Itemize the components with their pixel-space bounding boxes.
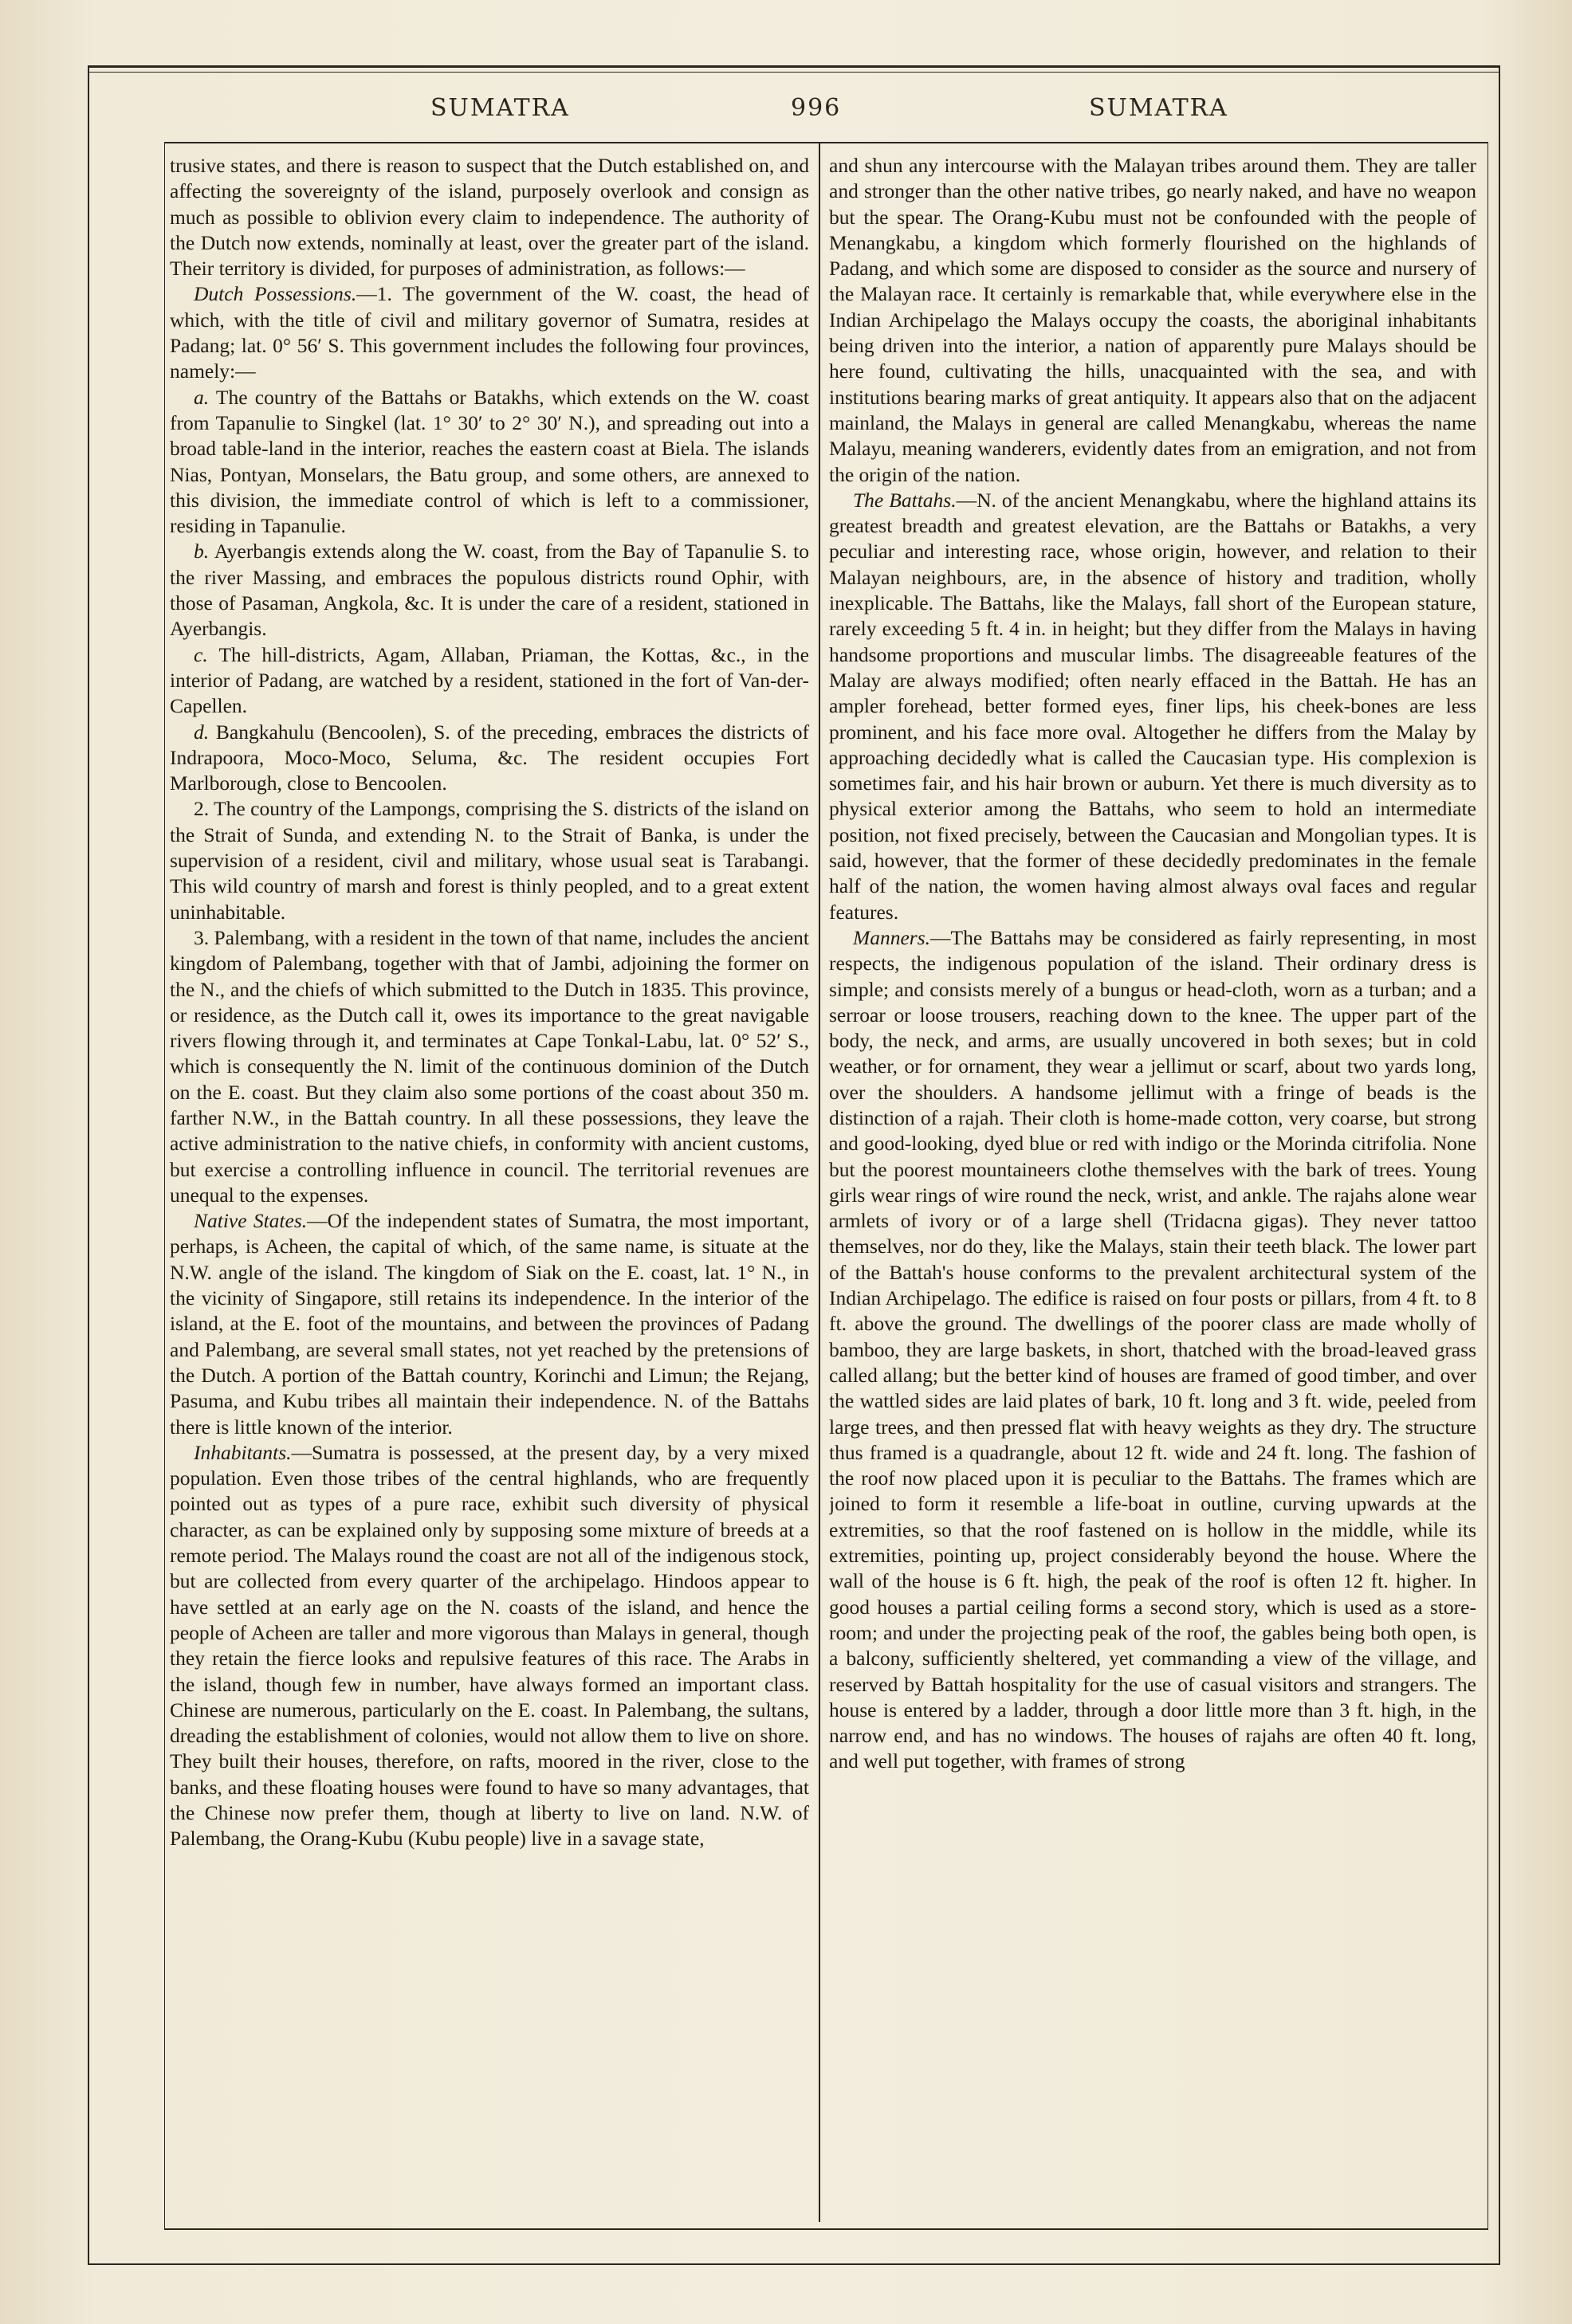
paragraph: [829, 488, 1476, 925]
paragraph-text: Bangkahulu (Bencoolen), S. of the preceding, embraces the districts of Indrapoora, Moco-Moco, Seluma, &c. The resident occupies Fort Marlborough, close to Bencoolen.: [170, 720, 809, 795]
paragraph-text: and shun any intercourse with the Malayan tribes around them. They are taller and stronger than the other native tribes, go nearly naked, and have no weapon but the spear. The Orang-Kubu must not be confounded with the people of Menangkabu, a kingdom which formerly flourished on the highlands of Padang, and which some are disposed to consider as the source and nursery of the Malayan race. It certainly is remarkable that, while everywhere else in the Indian Archipelago the Malays occupy the coasts, the aboriginal inhabitants being driven into the interior, a nation of apparently pure Malays should be here found, cultivating the hills, unacquainted with the sea, and with institutions bearing marks of great antiquity. It appears also that on the adjacent mainland, the Malays in general are called Menangkabu, whereas the name Malayu, meaning wanderers, evidently dates from an emigration, and not from the origin of the nation.: [829, 154, 1476, 486]
paragraph-text: —1. The government of the W. coast, the head of which, with the title of civil and military governor of Sumatra, resides at Padang; lat. 0° 56′ S. This government includes the following four provinces, namely:—: [170, 282, 809, 383]
frame-left-rule: [88, 65, 89, 2265]
paragraph-text: —The Battahs may be considered as fairly representing, in most respects, the indigenous population of the island. Their ordinary dress is simple; and consists merely of a bungus or head-cloth, worn as a turban; and a serroar or loose trousers, reaching down to the knee. The upper part of the body, the neck, and arms, are usually uncovered in both sexes; but in cold weather, or for ornament, they wear a jellimut or scarf, about two yards long, over the shoulders. A handsome jellimut with a fringe of beads is the distinction of a rajah. Their cloth is home-made cotton, very coarse, but strong and good-looking, dyed blue or red with indigo or the Morinda citrifolia. None but the poorest mountaineers clothe themselves with the bark of trees. Young girls wear rings of wire round the neck, wrist, and ankle. The rajahs alone wear armlets of ivory or of a large shell (Tridacna gigas). They never tattoo themselves, nor do they, like the Malays, stain their teeth black. The lower part of the Battah's house conforms to the prevalent architectural system of the Indian Archipelago. The edifice is raised on four posts or pillars, from 4 ft. to 8 ft. above the ground. The dwellings of the poorer class are made wholly of bamboo, they are large baskets, in short, thatched with the broad-leaved grass called allang; but the better kind of houses are framed of good timber, and over the wattled sides are laid plates of bark, 10 ft. long and 3 ft. wide, peeled from large trees, and then pressed flat with heavy weights as they dry. The structure thus framed is a quadrangle, about 12 ft. wide and 24 ft. long. The fashion of the roof now placed upon it is peculiar to the Battahs. The frames which are joined to form it resemble a life-boat in outline, curving upwards at the extremities, so that the roof fastened on is hollow in the middle, while its extremities, pointing up, project considerably beyond the house. Where the wall of the house is 6 ft. high, the peak of the roof is often 12 ft. higher. In good houses a partial ceiling forms a second story, which is used as a store-room; and under the projecting peak of the roof, the gables being both open, is a balcony, sufficiently sheltered, yet commanding a view of the village, and reserved by Battah hospitality for the use of casual visitors and strangers. The house is entered by a ladder, through a door little more than 3 ft. high, in the narrow end, and has no windows. The houses of rajahs are often 40 ft. long, and well put together, with frames of strong: [829, 925, 1476, 1773]
paragraph-lead: Manners.: [853, 925, 931, 949]
paragraph-text: trusive states, and there is reason to suspect that the Dutch established on, and affecting the sovereignty of the island, purposely overlook and consign as much as possible to oblivion every claim to independence. The authority of the Dutch now extends, nominally at least, over the greater part of the island. Their territory is divided, for purposes of administration, as follows:—: [170, 154, 809, 281]
paragraph: [170, 796, 809, 924]
paragraph-lead: c.: [194, 642, 208, 666]
frame-top-rule: [88, 65, 1500, 68]
paragraph: [170, 720, 809, 797]
frame-right-rule: [1499, 65, 1500, 2265]
paragraph-text: 2. The country of the Lampongs, comprising the S. districts of the island on the Strait of Sunda, and extending N. to the Strait of Banka, is under the supervision of a resident, civil and military, whose usual seat is Tarabangi. This wild country of marsh and forest is thinly peopled, and to a great extent uninhabitable.: [170, 797, 809, 924]
right-text-column: [829, 153, 1476, 2233]
frame-top-rule-thin: [88, 72, 1500, 73]
frame-bottom-rule: [88, 2263, 1500, 2265]
paragraph-lead: d.: [194, 720, 210, 744]
paragraph: [170, 281, 809, 384]
paragraph: [829, 153, 1476, 488]
running-title-left: SUMATRA: [430, 94, 570, 122]
paragraph-lead: Dutch Possessions.: [194, 282, 357, 306]
column-divider: [819, 143, 820, 2222]
running-title-right: SUMATRA: [1089, 94, 1228, 122]
paragraph-lead: b.: [194, 540, 210, 563]
page-number: 996: [791, 94, 842, 122]
paragraph-text: —Sumatra is possessed, at the present day, by a very mixed population. Even those tribes of the central highlands, who are frequently pointed out as types of a pure race, exhibit such diversity of physical character, as can be explained only by supposing some mixture of breeds at a remote period. The Malays round the coast are not all of the indigenous stock, but are collected from every quarter of the archipelago. Hindoos appear to have settled at an early age on the N. coasts of the island, and hence the people of Acheen are taller and more vigorous than Malays in general, though they retain the fierce looks and repulsive features of this race. The Arabs in the island, though few in number, have always formed an important class. Chinese are numerous, particularly on the E. coast. In Palembang, the sultans, dreading the establishment of colonies, would not allow them to live on shore. They built their houses, therefore, on rafts, moored in the river, close to the banks, and these floating houses were found to have so many advantages, that the Chinese now prefer them, though at liberty to live on land. N.W. of Palembang, the Orang-Kubu (Kubu people) live in a savage state,: [170, 1440, 809, 1851]
paragraph-lead: Native States.: [194, 1209, 308, 1233]
header-under-rule: [164, 142, 1488, 143]
paragraph-text: The hill-districts, Agam, Allaban, Priaman, the Kottas, &c., in the interior of Padang, are watched by a resident, stationed in the fort of Van-der-Capellen.: [170, 642, 809, 718]
paragraph-lead: The Battahs.: [853, 488, 957, 512]
paragraph: [829, 925, 1476, 1775]
paragraph-text: —Of the independent states of Sumatra, the most important, perhaps, is Acheen, the capital of which, of the same name, is situate at the N.W. angle of the island. The kingdom of Siak on the E. coast, lat. 1° N., in the vicinity of Singapore, still retains its independence. In the interior of the island, at the E. foot of the mountains, and between the provinces of Padang and Palembang, are several small states, not yet reached by the pretensions of the Dutch. A portion of the Battah country, Korinchi and Limun; the Rejang, Pasuma, and Kubu tribes all maintain their independence. N. of the Battahs there is little known of the interior.: [170, 1209, 809, 1439]
paragraph: [170, 539, 809, 642]
paragraph: [170, 1208, 809, 1440]
running-header: [88, 94, 1491, 132]
paragraph: [170, 1440, 809, 1852]
paragraph: [170, 153, 809, 281]
paragraph-text: 3. Palembang, with a resident in the town of that name, includes the ancient kingdom of Palembang, together with that of Jambi, adjoining the former on the N., and the chiefs of which submitted to the Dutch in 1835. This province, or residence, as the Dutch call it, owes its importance to the great navigable rivers flowing through it, and terminates at Cape Tonkal-Labu, lat. 0° 52′ S., which is consequently the N. limit of the continuous dominion of the Dutch on the E. coast. But they claim also some portions of the coast about 350 m. farther N.W., in the Battah country. In all these possessions, they leave the active administration to the native chiefs, in conformity with ancient customs, but exercise a controlling influence in council. The territorial revenues are unequal to the expenses.: [170, 925, 809, 1207]
paragraph-lead: Inhabitants.: [194, 1440, 292, 1464]
left-text-column: [170, 153, 809, 2233]
paragraph-lead: a.: [194, 385, 210, 409]
paragraph-text: —N. of the ancient Menangkabu, where the highland attains its greatest breadth and greatest elevation, are the Battahs or Batakhs, a very peculiar and interesting race, whose origin, however, and relation to their Malayan neighbours, are, in the absence of history and tradition, wholly inexplicable. The Battahs, like the Malays, fall short of the European stature, rarely exceeding 5 ft. 4 in. in height; but they differ from the Malays in having handsome proportions and muscular limbs. The disagreeable features of the Malay are always modified; often nearly effaced in the Battah. He has an ampler forehead, better formed eyes, finer lips, his cheek-bones are less prominent, and his face more oval. Altogether he differs from the Malay by approaching decidedly what is called the Caucasian type. His complexion is sometimes fair, and his hair brown or auburn. Yet there is much diversity as to physical exterior among the Battahs, who seem to hold an intermediate position, not fixed precisely, between the Caucasian and Mongolian types. It is said, however, that the former of these decidedly predominates in the female half of the nation, the women having almost always oval faces and regular features.: [829, 488, 1476, 924]
paragraph: [170, 642, 809, 720]
paragraph: [170, 925, 809, 1208]
paragraph: [170, 385, 809, 540]
paragraph-text: The country of the Battahs or Batakhs, which extends on the W. coast from Tapanulie to Singkel (lat. 1° 30′ to 2° 30′ N.), and spreading out into a broad table-land in the interior, reaches the eastern coast at Biela. The islands Nias, Pontyan, Monselars, the Batu group, and some others, are annexed to this division, the immediate control of which is left to a commissioner, residing in Tapanulie.: [170, 385, 809, 538]
inner-left-rule: [164, 142, 165, 2230]
paragraph-text: Ayerbangis extends along the W. coast, from the Bay of Tapanulie S. to the river Massing, and embraces the populous districts round Ophir, with those of Pasaman, Angkola, &c. It is under the care of a resident, stationed in Ayerbangis.: [170, 540, 809, 641]
